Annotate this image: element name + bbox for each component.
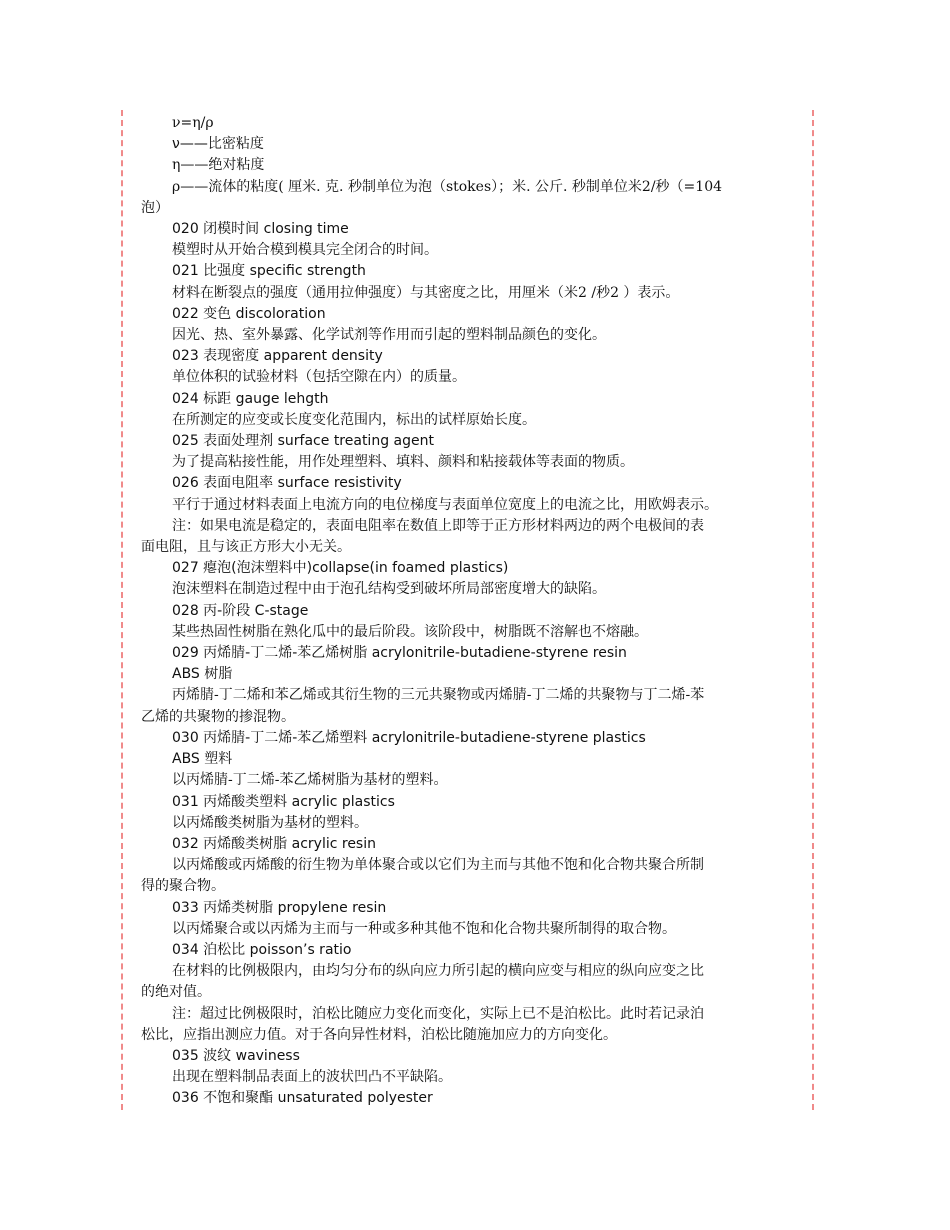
entry-definition: 在所测定的应变或长度变化范围内，标出的试样原始长度。 bbox=[172, 411, 536, 428]
entry-heading-036: 036 不饱和聚酯 unsaturated polyester bbox=[172, 1090, 433, 1107]
entry-heading-023: 023 表现密度 apparent density bbox=[172, 348, 383, 365]
entry-heading-033: 033 丙烯类树脂 propylene resin bbox=[172, 899, 387, 916]
entry-definition-cont: 乙烯的共聚物的掺混物。 bbox=[141, 708, 295, 725]
entry-definition: 在材料的比例极限内，由均匀分布的纵向应力所引起的横向应变与相应的纵向应变之比 bbox=[172, 963, 704, 980]
entry-definition-cont: 的绝对值。 bbox=[141, 984, 211, 1001]
entry-definition: 出现在塑料制品表面上的波状凹凸不平缺陷。 bbox=[172, 1069, 452, 1086]
entry-heading-024: 024 标距 gauge lehgth bbox=[172, 390, 329, 407]
formula-definition: ρ——流体的粘度( 厘米. 克. 秒制单位为泡（stokes）；米. 公斤. 秒制单位米2/秒（=104 bbox=[172, 178, 723, 195]
entry-heading-022: 022 变色 discoloration bbox=[172, 305, 326, 322]
entry-heading-027: 027 瘪泡(泡沫塑料中)collapse(in foamed plastics) bbox=[172, 560, 509, 577]
entry-heading-035: 035 波纹 waviness bbox=[172, 1047, 300, 1064]
entry-definition: 以丙烯酸或丙烯酸的衍生物为单体聚合或以它们为主而与其他不饱和化合物共聚合所制 bbox=[172, 857, 704, 874]
entry-heading-030: 030 丙烯腈-丁二烯-苯乙烯塑料 acrylonitrile-butadiene-styrene plastics bbox=[172, 729, 646, 746]
entry-note-cont: 面电阻，且与该正方形大小无关。 bbox=[141, 539, 351, 556]
document-body bbox=[141, 113, 801, 1110]
entry-heading-021: 021 比强度 specific strength bbox=[172, 263, 366, 280]
entry-heading-025: 025 表面处理剂 surface treating agent bbox=[172, 433, 434, 450]
entry-definition: 平行于通过材料表面上电流方向的电位梯度与表面单位宽度上的电流之比，用欧姆表示。 bbox=[172, 496, 718, 513]
entry-definition-cont: 得的聚合物。 bbox=[141, 878, 225, 895]
entry-heading-026: 026 表面电阻率 surface resistivity bbox=[172, 475, 402, 492]
entry-note: 注：超过比例极限时，泊松比随应力变化而变化，实际上已不是泊松比。此时若记录泊 bbox=[172, 1005, 704, 1022]
formula-line: ν=η/ρ bbox=[172, 115, 214, 131]
entry-heading-029: 029 丙烯腈-丁二烯-苯乙烯树脂 acrylonitrile-butadiene-styrene resin bbox=[172, 645, 627, 662]
entry-abbreviation: ABS 塑料 bbox=[172, 751, 233, 768]
entry-definition: 因光、热、室外暴露、化学试剂等作用而引起的塑料制品颜色的变化。 bbox=[172, 327, 606, 344]
entry-heading-020: 020 闭模时间 closing time bbox=[172, 221, 349, 238]
entry-note-cont: 松比，应指出测应力值。对于各向异性材料，泊松比随施加应力的方向变化。 bbox=[141, 1026, 617, 1043]
entry-heading-028: 028 丙-阶段 C-stage bbox=[172, 602, 309, 619]
entry-abbreviation: ABS 树脂 bbox=[172, 666, 233, 683]
right-margin-guide bbox=[812, 110, 814, 1110]
entry-definition: 单位体积的试验材料（包括空隙在内）的质量。 bbox=[172, 369, 466, 386]
entry-definition: 模塑时从开始合模到模具完全闭合的时间。 bbox=[172, 242, 438, 259]
left-margin-guide bbox=[121, 110, 123, 1110]
entry-heading-031: 031 丙烯酸类塑料 acrylic plastics bbox=[172, 793, 395, 810]
formula-definition-cont: 泡） bbox=[141, 199, 169, 216]
entry-definition: 为了提高粘接性能，用作处理塑料、填料、颜料和粘接载体等表面的物质。 bbox=[172, 454, 634, 471]
entry-definition: 某些热固性树脂在熟化瓜中的最后阶段。该阶段中，树脂既不溶解也不熔融。 bbox=[172, 623, 648, 640]
formula-definition: η——绝对粘度 bbox=[172, 157, 265, 174]
entry-heading-032: 032 丙烯酸类树脂 acrylic resin bbox=[172, 835, 376, 852]
entry-note: 注：如果电流是稳定的，表面电阻率在数值上即等于正方形材料两边的两个电极间的表 bbox=[172, 517, 704, 534]
entry-definition: 以丙烯酸类树脂为基材的塑料。 bbox=[172, 814, 368, 831]
entry-definition: 以丙烯聚合或以丙烯为主而与一种或多种其他不饱和化合物共聚所制得的取合物。 bbox=[172, 920, 676, 937]
entry-definition: 材料在断裂点的强度（通用拉伸强度）与其密度之比，用厘米（米2 /秒2 ）表示。 bbox=[172, 284, 680, 301]
entry-definition: 丙烯腈-丁二烯和苯乙烯或其衍生物的三元共聚物或丙烯腈-丁二烯的共聚物与丁二烯-苯 bbox=[172, 687, 705, 704]
formula-definition: ν——比密粘度 bbox=[172, 136, 264, 153]
entry-definition: 泡沫塑料在制造过程中由于泡孔结构受到破坏所局部密度增大的缺陷。 bbox=[172, 581, 606, 598]
entry-definition: 以丙烯腈-丁二烯-苯乙烯树脂为基材的塑料。 bbox=[172, 772, 448, 789]
entry-heading-034: 034 泊松比 poisson’s ratio bbox=[172, 941, 352, 958]
